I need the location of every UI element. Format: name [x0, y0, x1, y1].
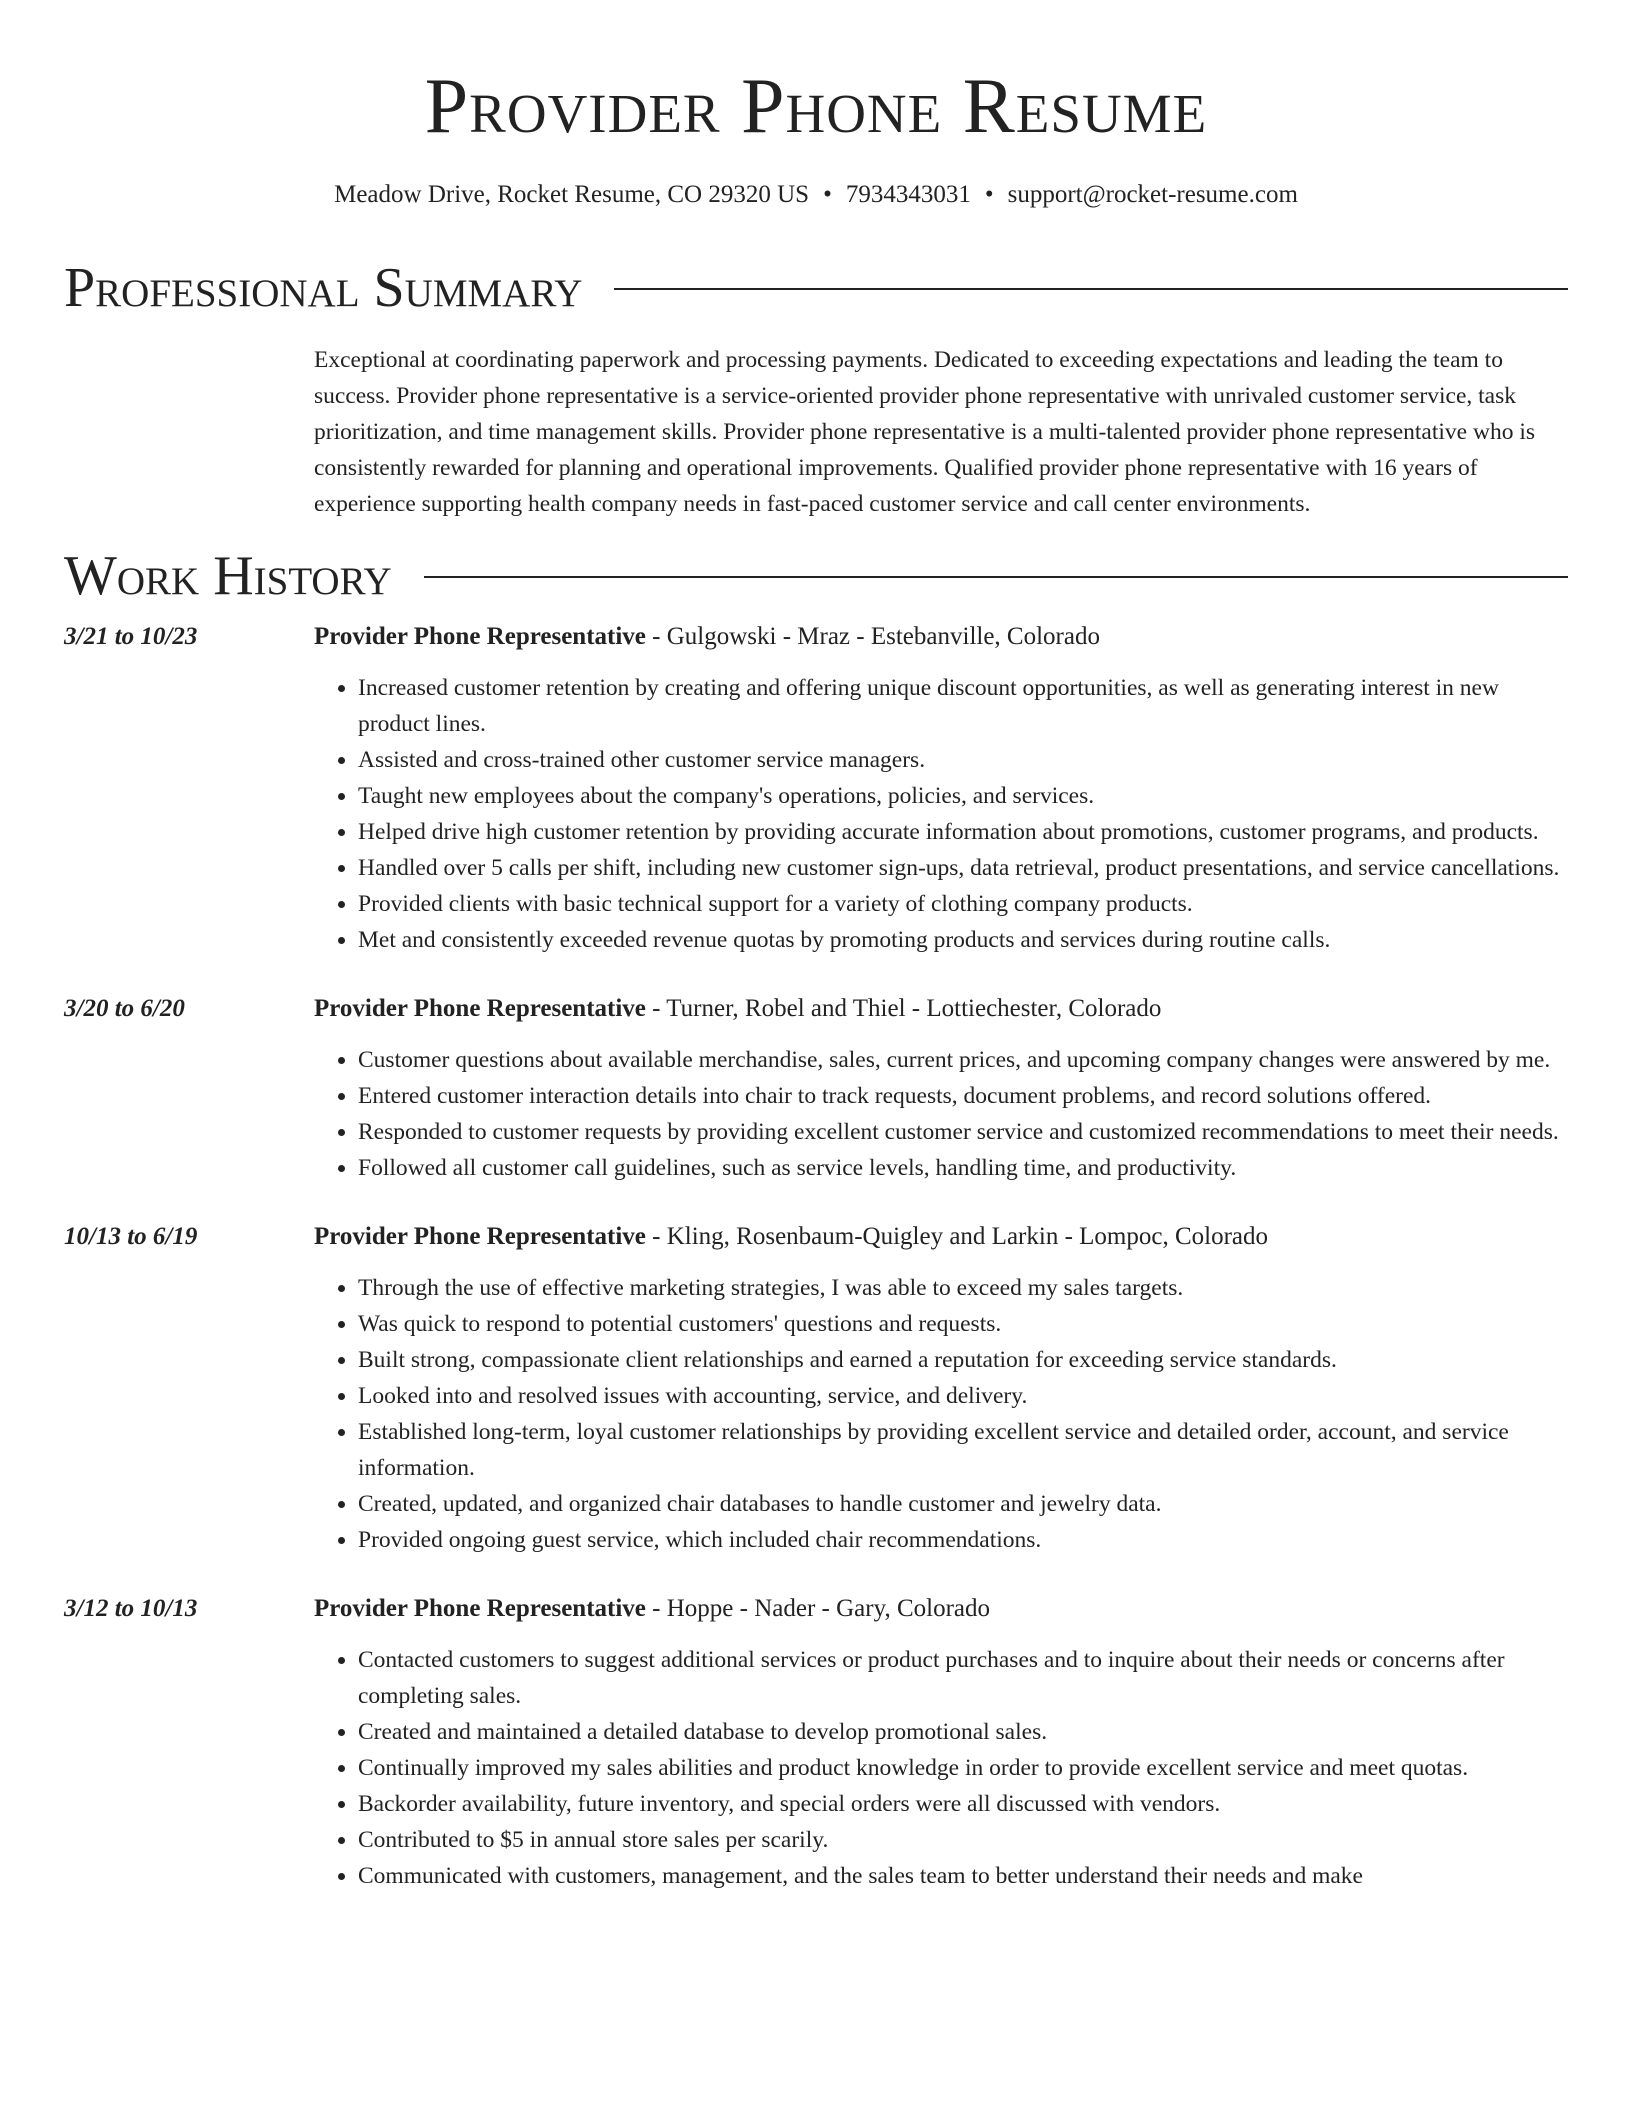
resume-title: Provider Phone Resume: [424, 62, 1208, 149]
list-item: • Contacted customers to suggest additional services or product purchases and to inquire about their needs or concerns after completing sales.: [358, 1642, 1568, 1714]
work-history-list: [64, 620, 1568, 1894]
job-title: Provider Phone Representative: [314, 995, 646, 1022]
job-bullets: [314, 1270, 1568, 1558]
job-entry: [64, 992, 1568, 1186]
job-bullets: [314, 1642, 1568, 1894]
job-dates: 3/12 to 10/13: [64, 1595, 198, 1622]
job-heading: [314, 1592, 1568, 1626]
list-item: • Created and maintained a detailed database to develop promotional sales.: [358, 1714, 1568, 1750]
list-item: • Customer questions about available merchandise, sales, current prices, and upcoming company changes were answered by me.: [358, 1042, 1568, 1078]
job-body: [314, 620, 1568, 958]
list-item: • Communicated with customers, management, and the sales team to better understand their needs and make: [358, 1858, 1568, 1894]
job-title: Provider Phone Representative: [314, 1223, 646, 1250]
job-bullets: [314, 670, 1568, 958]
job-entry: [64, 620, 1568, 958]
list-item: • Provided ongoing guest service, which included chair recommendations.: [358, 1522, 1568, 1558]
job-dates: 3/20 to 6/20: [64, 995, 185, 1022]
list-item: • Followed all customer call guidelines, such as service levels, handling time, and productivity.: [358, 1150, 1568, 1186]
list-item: • Built strong, compassionate client relationships and earned a reputation for exceeding service standards.: [358, 1342, 1568, 1378]
job-title: Provider Phone Representative: [314, 1595, 646, 1622]
contact-address: Meadow Drive, Rocket Resume, CO 29320 US: [334, 181, 810, 208]
contact-email: support@rocket-resume.com: [1007, 181, 1298, 208]
list-item: • Met and consistently exceeded revenue quotas by promoting products and services during routine calls.: [358, 922, 1568, 958]
job-heading: [314, 992, 1568, 1026]
job-dates: 10/13 to 6/19: [64, 1223, 198, 1250]
work-section-header: [64, 546, 1568, 606]
list-item: • Was quick to respond to potential customers' questions and requests.: [358, 1306, 1568, 1342]
list-item: • Entered customer interaction details into chair to track requests, document problems, and record solutions offered.: [358, 1078, 1568, 1114]
job-employer-location: - Hoppe - Nader - Gary, Colorado: [645, 1595, 990, 1622]
list-item: • Assisted and cross-trained other customer service managers.: [358, 742, 1568, 778]
job-body: [314, 992, 1568, 1186]
section-divider: [424, 576, 1568, 578]
list-item: • Established long-term, loyal customer relationships by providing excellent service and detailed order, account, and service information.: [358, 1414, 1568, 1486]
job-entry: [64, 1592, 1568, 1894]
work-heading: Work History: [64, 545, 392, 607]
list-item: • Backorder availability, future inventory, and special orders were all discussed with vendors.: [358, 1786, 1568, 1822]
job-body: [314, 1592, 1568, 1894]
job-body: [314, 1220, 1568, 1558]
list-item: • Created, updated, and organized chair databases to handle customer and jewelry data.: [358, 1486, 1568, 1522]
list-item: • Increased customer retention by creating and offering unique discount opportunities, as well as generating interest in new product lines.: [358, 670, 1568, 742]
contact-line: [64, 180, 1568, 210]
job-heading: [314, 620, 1568, 654]
job-entry: [64, 1220, 1568, 1558]
contact-phone: 7934343031: [845, 181, 971, 208]
contact-separator: •: [984, 181, 994, 208]
job-employer-location: - Gulgowski - Mraz - Estebanville, Colorado: [645, 623, 1100, 650]
list-item: • Through the use of effective marketing strategies, I was able to exceed my sales targets.: [358, 1270, 1568, 1306]
list-item: • Contributed to $5 in annual store sales per scarily.: [358, 1822, 1568, 1858]
summary-heading: Professional Summary: [64, 257, 583, 319]
job-heading: [314, 1220, 1568, 1254]
job-title: Provider Phone Representative: [314, 623, 646, 650]
list-item: • Provided clients with basic technical support for a variety of clothing company products.: [358, 886, 1568, 922]
section-divider: [614, 288, 1568, 290]
list-item: • Handled over 5 calls per shift, including new customer sign-ups, data retrieval, product presentations, and service cancellations.: [358, 850, 1568, 886]
list-item: • Looked into and resolved issues with accounting, service, and delivery.: [358, 1378, 1568, 1414]
job-bullets: [314, 1042, 1568, 1186]
summary-text: Exceptional at coordinating paperwork and processing payments. Dedicated to exceeding expectations and leading the team to success. Provider phone representative is a service-oriented provider phone representative with unrivaled customer service, task prioritization, and time management skills. Provider phone representative is a multi-talented provider phone representative who is consistently rewarded for planning and operational improvements. Qualified provider phone representative with 16 years of experience supporting health company needs in fast-paced customer service and call center environments.: [314, 347, 1535, 517]
job-employer-location: - Kling, Rosenbaum-Quigley and Larkin - Lompoc, Colorado: [645, 1223, 1269, 1250]
job-dates: 3/21 to 10/23: [64, 623, 198, 650]
list-item: • Taught new employees about the company's operations, policies, and services.: [358, 778, 1568, 814]
list-item: • Helped drive high customer retention by providing accurate information about promotions, customer programs, and products.: [358, 814, 1568, 850]
list-item: • Continually improved my sales abilities and product knowledge in order to provide excellent service and meet quotas.: [358, 1750, 1568, 1786]
list-item: • Responded to customer requests by providing excellent customer service and customized recommendations to meet their needs.: [358, 1114, 1568, 1150]
summary-section-header: [64, 258, 1568, 318]
contact-separator: •: [823, 181, 832, 208]
job-employer-location: - Turner, Robel and Thiel - Lottiechester, Colorado: [645, 995, 1162, 1022]
